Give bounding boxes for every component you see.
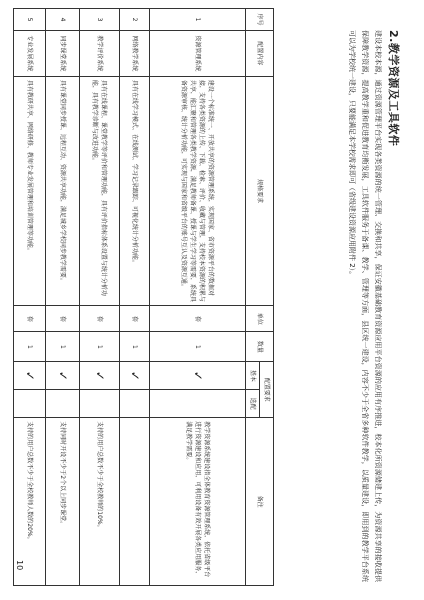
cell-quantity: 1 — [150, 332, 246, 362]
cell-index: 5 — [14, 9, 46, 31]
cell-item: 专业发展系统 — [14, 30, 46, 76]
cell-item: 资源管理系统 — [150, 30, 246, 76]
cell-description: 具有在线课程、课堂教学等评价和管理功能，具有评价指标体系设置与统计分析功能，具有教学诊断与改进功能。 — [80, 76, 120, 306]
page-number: 10 — [15, 560, 24, 571]
cell-optional — [150, 390, 246, 418]
cell-index: 3 — [80, 9, 120, 31]
header-basic: 基本 — [246, 362, 260, 390]
cell-quantity: 1 — [120, 332, 150, 362]
requirements-table — [13, 8, 274, 586]
header-unit: 单位 — [246, 306, 274, 332]
cell-basic-check: ✓ — [46, 362, 80, 390]
header-optional: 选配 — [246, 390, 260, 418]
cell-optional — [80, 390, 120, 418]
header-item: 配置内容 — [246, 30, 274, 76]
cell-quantity: 1 — [14, 332, 46, 362]
table-row — [46, 9, 80, 586]
cell-optional — [14, 390, 46, 418]
cell-optional — [46, 390, 80, 418]
cell-unit: 套 — [150, 306, 246, 332]
cell-quantity: 1 — [80, 332, 120, 362]
cell-item: 网络教学系统 — [120, 30, 150, 76]
section-heading: 2.教学资源及工具软件 — [387, 30, 400, 147]
cell-basic-check: ✓ — [14, 362, 46, 390]
cell-index: 4 — [46, 9, 80, 31]
cell-description: 具有教研共享、网络研修、教师专业发展管理和培训管理等功能。 — [14, 76, 46, 306]
cell-description: 建设一个标准统一、开放共享的资源管理系统，实现国家、省市资源平台的数据对接，支持各类资源的上传、下载、检索、评价、收藏与管理，支持校本资源的积累与共享，能汇聚和管理各类教学资源，满足教师备课、授课与学生学习等需要，系统具备资源审核、统计分析功能，可实现与国家和省级平台的账号互认及资源互通。 — [150, 76, 246, 306]
header-config-group: 配置要求 — [260, 362, 274, 418]
cell-index: 1 — [150, 9, 246, 31]
header-description: 规格要求 — [246, 76, 274, 306]
table-row — [80, 9, 120, 586]
cell-remarks: 支持的用户总数不少于全校教师的10%。 — [80, 418, 120, 586]
cell-item: 教学评价系统 — [80, 30, 120, 76]
table-header-row — [260, 9, 274, 586]
cell-remarks: 支持同时开设不少于2个以上同步课堂。 — [46, 418, 80, 586]
table-row — [120, 9, 150, 586]
cell-description: 具有课堂同步授课、远程互动、资源共享功能，满足城乡学校同步教学需要。 — [46, 76, 80, 306]
intro-paragraph: 建设本校本源，通过资源管理平台实现各类资源的统一管理、交换和共享，保证安徽基础教育资源应用平台资源的应用有序推进，校本化所资源储建上传，为资源共享的接收提供保障教学资源，提高教学重和促进教育均衡发展，工具软件服务于备课、教学、管理等方面，县区统一建设，内容不少于全省多种软件教学，以质量建设，即用到的教学平台系统可以为学校统一建设，只要能满足本学校需求即可（省级建设资源应用附件 2）。 — [348, 30, 382, 582]
table-row — [14, 9, 46, 586]
cell-quantity: 1 — [46, 332, 80, 362]
cell-item: 同步课堂系统 — [46, 30, 80, 76]
cell-basic-check: ✓ — [120, 362, 150, 390]
cell-remarks: 支持的用户总数不少于全校教师人数的20%。 — [14, 418, 46, 586]
cell-unit: 套 — [120, 306, 150, 332]
cell-optional — [120, 390, 150, 418]
cell-index: 2 — [120, 9, 150, 31]
header-quantity: 数量 — [246, 332, 274, 362]
cell-basic-check: ✓ — [150, 362, 246, 390]
header-remarks: 备注 — [246, 418, 274, 586]
cell-unit: 套 — [14, 306, 46, 332]
cell-basic-check: ✓ — [80, 362, 120, 390]
cell-unit: 套 — [46, 306, 80, 332]
table-row — [150, 9, 246, 586]
cell-remarks — [120, 418, 150, 586]
cell-description: 具有在线学习模式、在线测试、学习记录跟踪、可视化统计分析功能。 — [120, 76, 150, 306]
cell-unit: 套 — [80, 306, 120, 332]
cell-remarks: 教学资源系统建设指全体教育资源管理系统，依托省级平台进行资源建设和应用，可利用设备有效开展各类应用服务，满足教学需要。 — [150, 418, 246, 586]
header-index: 序号 — [246, 9, 274, 31]
